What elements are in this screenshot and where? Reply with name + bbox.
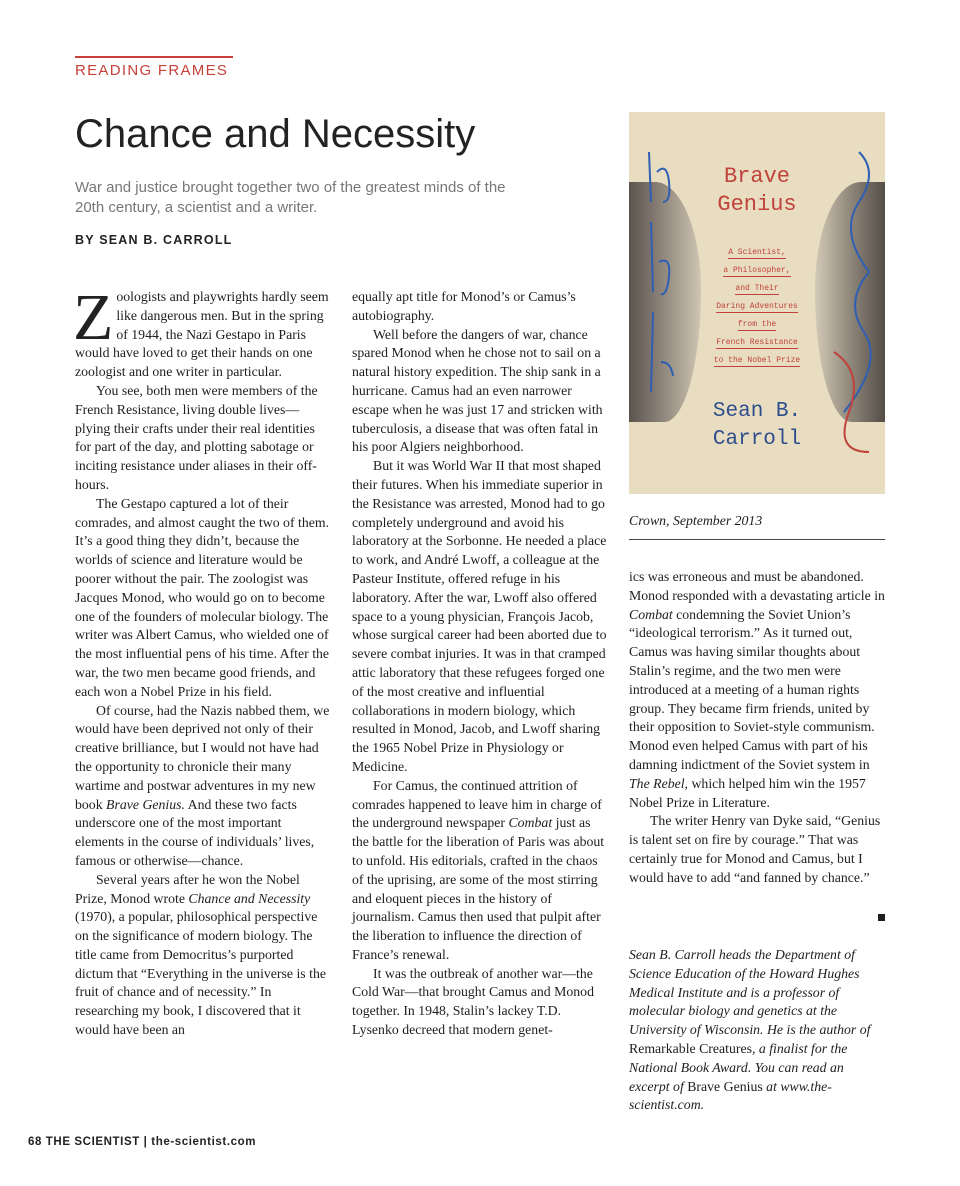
cover-author: Sean B.: [712, 400, 802, 423]
paragraph: For Camus, the continued attrition of comrades happened to leave him in charge of the underground newspaper Combat just as the battle for the liberation of Paris was about to unfold. His editorials, crafted in the chaos of the uprising, are some of the most stirring and eloquent pieces in the history of journalism. Camus then used that pulpit after the liberation to influence the direction of France’s renewal.: [352, 777, 605, 962]
article-column-2: [352, 288, 610, 1040]
article-column-1: [73, 281, 333, 1040]
book-title: Brave Genius: [687, 1078, 763, 1094]
article-column-3: [629, 568, 887, 888]
article-subtitle: War and justice brought together two of the greatest minds of the 20th century, a scientist and a writer.: [75, 179, 506, 216]
cover-author: Carroll: [712, 428, 802, 451]
book-title: The Rebel,: [629, 775, 689, 791]
book-title: Remarkable Creatures: [629, 1040, 752, 1056]
newspaper-title: Combat: [508, 815, 553, 831]
magazine-name: THE SCIENTIST: [45, 1136, 140, 1148]
author-bio: Sean B. Carroll heads the Department of Science Education of the Howard Hughes Medical Institute and is a professor of molecular biology and genetics at the University of Wisconsin. He is the author of Remarkable Creatures, a finalist for the National Book Award. You can read an excerpt of Brave Genius at www.the-scientist.com.: [629, 947, 871, 1113]
paragraph: The Gestapo captured a lot of their comrades, and almost caught the two of them. It’s a good thing they didn’t, because the worlds of science and literature would be poorer without the pair. The zoologist was Jacques Monod, who would go on to become one of the founders of molecular biology. The writer was Albert Camus, who wielded one of the most influential pens of his time. After the war, the two men became good friends, and each won a Nobel Prize in his field.: [75, 495, 330, 699]
cover-title: Genius: [717, 192, 797, 217]
cover-subtitle-line: French Resistance: [716, 338, 798, 347]
drop-cap: Z: [73, 281, 114, 354]
byline: BY SEAN B. CARROLL: [75, 233, 233, 247]
caption-rule: [629, 539, 885, 540]
book-cover-image: [629, 112, 885, 494]
paragraph: Zoologists and playwrights hardly seem like dangerous men. But in the spring of 1944, the Nazi Gestapo in Paris would have loved to get their hands on one zoologist and one writer in particular.: [73, 281, 329, 380]
section-rule: [75, 56, 233, 58]
section-label: READING FRAMES: [75, 62, 229, 79]
newspaper-title: Combat: [629, 606, 673, 622]
cover-caption: Crown, September 2013: [629, 513, 763, 528]
book-title: Chance and Necessity: [188, 890, 311, 906]
article-title: Chance and Necessity: [75, 112, 476, 156]
page-number: 68: [28, 1136, 42, 1148]
page-footer: [28, 1136, 256, 1148]
paragraph: Of course, had the Nazis nabbed them, we would have been deprived not only of their creative brilliance, but I would not have had the opportunity to chronicle their many wartime and postwar adventures in my new book Brave Genius. And these two facts underscore one of the most important elements in the course of individuals’ lives, famous or otherwise—chance.: [75, 702, 330, 868]
paragraph: equally apt title for Monod’s or Camus’s autobiography.: [352, 289, 576, 323]
paragraph: Well before the dangers of war, chance spared Monod when he chose not to sail on a natural history expedition. The ship sank in a hurricane. Camus had an even narrower escape when he was just 17 and stricken with tuberculosis, a disease that was often fatal in his poor Algiers neighborhood.: [352, 326, 603, 455]
paragraph: It was the outbreak of another war—the Cold War—that brought Camus and Monod together. In 1948, Stalin’s lackey T.D. Lysenko decreed that modern genet-: [352, 965, 594, 1038]
paragraph: You see, both men were members of the French Resistance, living double lives—plying their crafts under their real identities for part of the day, and plotting sabotage or inciting resistance under aliases in their off-hours.: [75, 382, 318, 492]
footer-separator: |: [143, 1136, 148, 1148]
paragraph: But it was World War II that most shaped their futures. When his immediate superior in the Resistance was arrested, Monod had to go completely underground and avoid his laboratory at the Sorbonne. He needed a place to work, and André Lwoff, a colleague at the Pasteur Institute, offered refuge in his laboratory. After the war, Lwoff also offered space to a young physician, François Jacob, whose surgical career had been aborted due to severe combat injuries. It was in that cramped attic laboratory that these refugees forged one of the most creative and influential collaborations in modern biology, which resulted in Monod, Jacob, and Lwoff sharing the 1965 Nobel Prize in Physiology or Medicine.: [352, 458, 607, 774]
paragraph: The writer Henry van Dyke said, “Genius is talent set on fire by courage.” That was certainly true for Monod and Camus, but I would have to add “and fanned by chance.”: [629, 813, 881, 885]
cover-subtitle-line: A Scientist,: [728, 248, 786, 257]
cover-subtitle-line: Daring Adventures: [716, 302, 798, 311]
book-title: Brave Genius.: [106, 796, 185, 812]
cover-subtitle-line: a Philosopher,: [723, 266, 791, 275]
paragraph: ics was erroneous and must be abandoned. Monod responded with a devastating article in Combat condemning the Soviet Union’s “ideological terrorism.” As it turned out, Camus was having similar thoughts about Stalin’s regime, and the two men were introduced at a meeting of a human rights group. They became firm friends, united by their opposition to Soviet-style communism. Monod even helped Camus with part of his damning indictment of the Soviet system in The Rebel, which helped him win the 1957 Nobel Prize in Literature.: [629, 569, 885, 810]
cover-subtitle-line: from the: [737, 320, 777, 329]
cover-subtitle-line: to the Nobel Prize: [713, 356, 801, 365]
paragraph: Several years after he won the Nobel Prize, Monod wrote Chance and Necessity (1970), a popular, philosophical perspective on the significance of modern biology. The title came from Democritus’s purported dictum that “Everything in the universe is the fruit of chance and of necessity.” In researching my book, I discovered that it would have been an: [75, 871, 326, 1038]
end-of-article-mark: [878, 914, 885, 921]
cover-title: Brave: [723, 164, 790, 189]
cover-subtitle-line: and Their: [735, 284, 779, 293]
footer-url[interactable]: the-scientist.com: [151, 1136, 257, 1148]
